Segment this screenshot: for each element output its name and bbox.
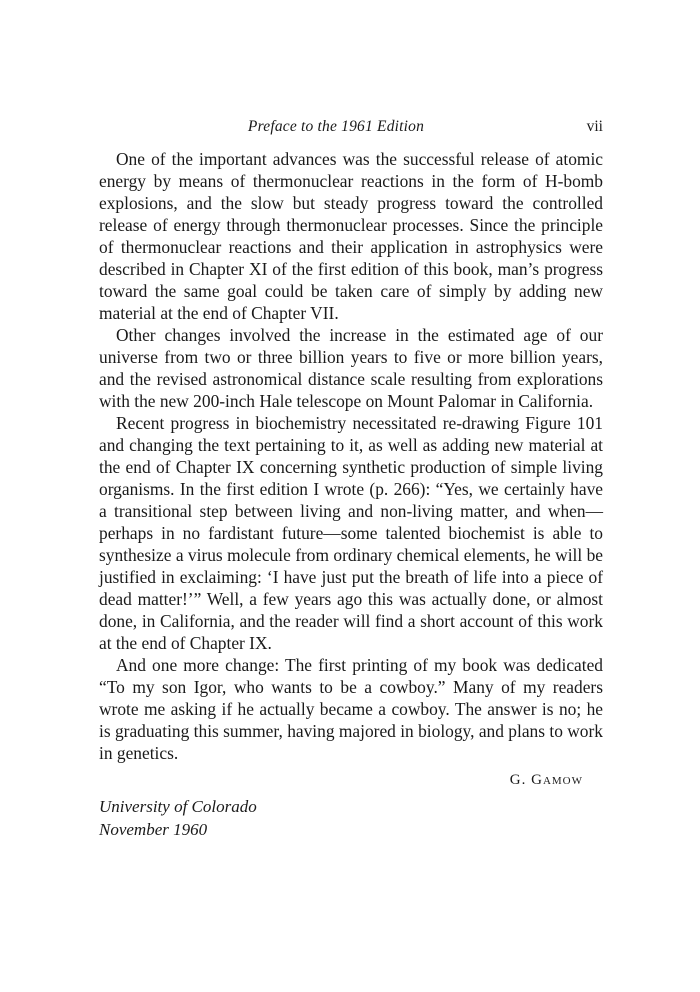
running-head xyxy=(99,118,603,142)
paragraph-dedication: And one more change: The first printing of my book was dedicated “To my son Igor, who wants to be a cowboy.” Many of my readers wrote me asking if he actually became a cowboy. The answer is no; he is graduating this summer, having majored in biology, and plans to work in genetics. xyxy=(99,655,603,763)
author-signature: G. Gamow xyxy=(509,772,583,788)
preface-body xyxy=(99,148,603,764)
running-title: Preface to the 1961 Edition xyxy=(247,118,425,135)
paragraph-biochemistry: Recent progress in biochemistry necessitated re-drawing Figure 101 and changing the text pertaining to it, as well as adding new material at the end of Chapter IX concerning synthetic production of simple living organisms. In the first edition I wrote (p. 266): “Yes, we certainly have a transitional step between living and non-living matter, and when—perhaps in no fardistant future—some talented biochemist is able to synthesize a virus molecule from ordinary chemical elements, he will be justified in exclaiming: ‘I have just put the breath of life into a piece of dead matter!’” Well, a few years ago this was actually done, or almost done, in California, and the reader will find a short account of this work at the end of Chapter IX. xyxy=(99,413,603,653)
paragraph-thermonuclear: One of the important advances was the successful release of atomic energy by means of thermonuclear reactions in the form of H-bomb explosions, and the slow but steady progress toward the controlled release of energy through thermonuclear processes. Since the principle of thermonuclear reactions and their application in astrophysics were described in Chapter XI of the first edition of this book, man’s progress toward the same goal could be taken care of simply by adding new material at the end of Chapter VII. xyxy=(99,149,603,323)
date-line: November 1960 xyxy=(99,820,208,839)
paragraph-age-of-universe: Other changes involved the increase in the estimated age of our universe from two or three billion years to five or more billion years, and the revised astronomical distance scale resulting from explorations with the new 200-inch Hale telescope on Mount Palomar in California. xyxy=(99,325,603,411)
institution: University of Colorado xyxy=(99,797,257,816)
book-page xyxy=(99,118,603,841)
sign-off xyxy=(99,795,603,841)
page-number: vii xyxy=(586,118,603,135)
